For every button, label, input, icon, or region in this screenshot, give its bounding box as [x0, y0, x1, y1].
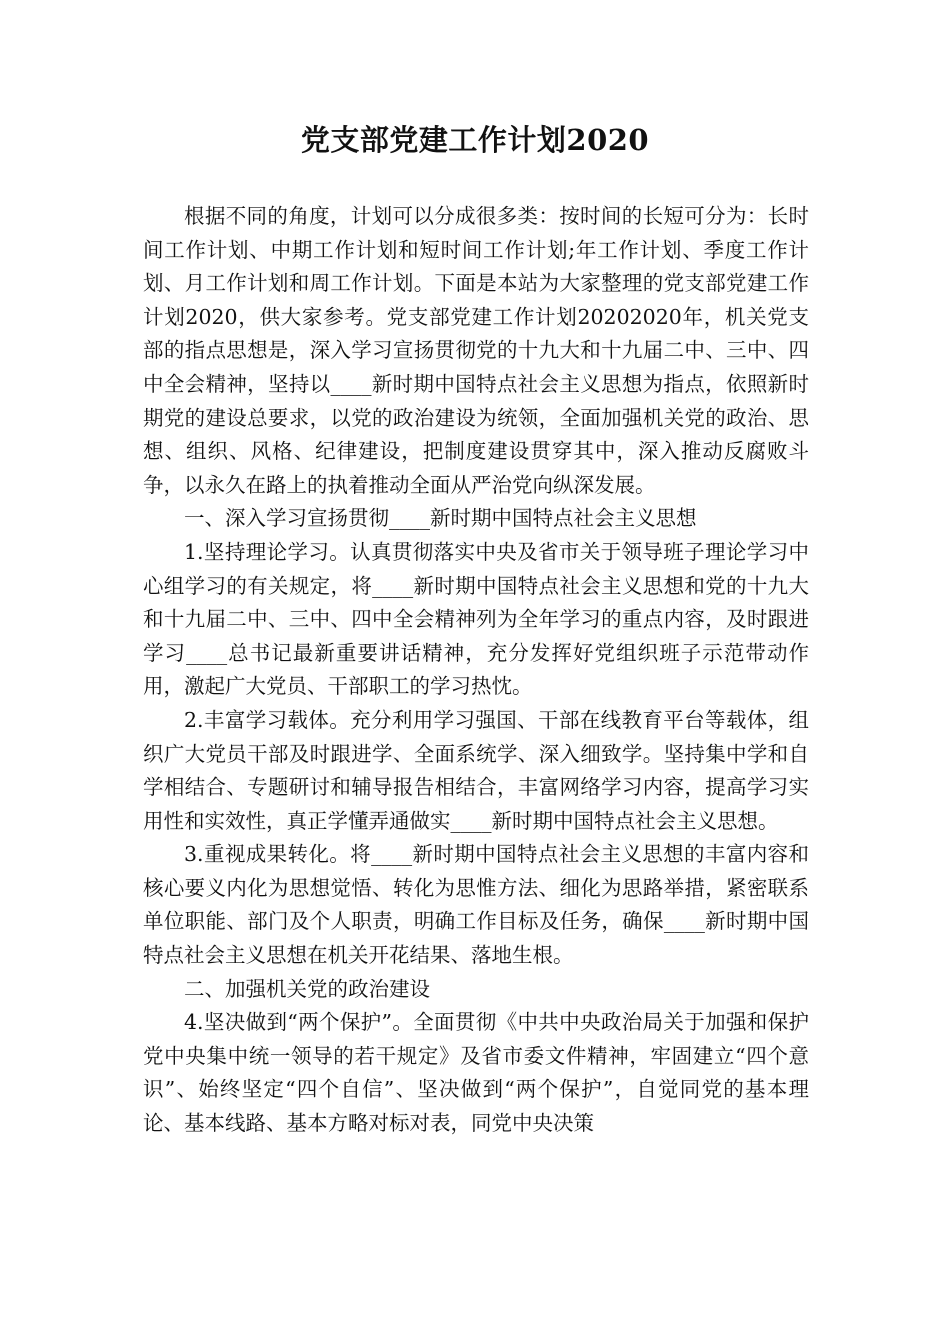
- paragraph-item-2: 2.丰富学习载体。充分利用学习强国、干部在线教育平台等载体，组织广大党员干部及时跟进学、全面系统学、深入细致学。坚持集中学和自学相结合、专题研讨和辅导报告相结合，丰富网络学习内容，提高学习实用性和实效性，真正学懂弄通做实____新时期中国特点社会主义思想。: [143, 707, 809, 833]
- paragraph-intro: 根据不同的角度，计划可以分成很多类：按时间的长短可分为：长时间工作计划、中期工作计划和短时间工作计划;年工作计划、季度工作计划、月工作计划和周工作计划。下面是本站为大家整理的党支部党建工作计划2020，供大家参考。党支部党建工作计划20202020年，机关党支部的指点思想是，深入学习宣扬贯彻党的十九大和十九届二中、三中、四中全会精神，坚持以____新时期中国特点社会主义思想为指点，依照新时期党的建设总要求，以党的政治建设为统领，全面加强机关党的政治、思想、组织、风格、纪律建设，把制度建设贯穿其中，深入推动反腐败斗争，以永久在路上的执着推动全面从严治党向纵深发展。: [143, 204, 809, 497]
- section-heading-1: 一、深入学习宣扬贯彻____新时期中国特点社会主义思想: [184, 506, 697, 531]
- document-body: [143, 200, 809, 1141]
- paragraph-item-4: 4.坚决做到“两个保护”。全面贯彻《中共中央政治局关于加强和保护党中央集中统一领导的若干规定》及省市委文件精神，牢固建立“四个意识”、始终坚定“四个自信”、坚决做到“两个保护”，自觉同党的基本理论、基本线路、基本方略对标对表，同党中央决策: [143, 1010, 809, 1136]
- paragraph-item-3: 3.重视成果转化。将____新时期中国特点社会主义思想的丰富内容和核心要义内化为思想觉悟、转化为思惟方法、细化为思路举措，紧密联系单位职能、部门及个人职责，明确工作目标及任务，确保____新时期中国特点社会主义思想在机关开花结果、落地生根。: [143, 842, 809, 968]
- paragraph-item-1: 1.坚持理论学习。认真贯彻落实中央及省市关于领导班子理论学习中心组学习的有关规定，将____新时期中国特点社会主义思想和党的十九大和十九届二中、三中、四中全会精神列为全年学习的重点内容，及时跟进学习____总书记最新重要讲话精神，充分发挥好党组织班子示范带动作用，激起广大党员、干部职工的学习热忱。: [143, 539, 809, 699]
- section-heading-2: 二、加强机关党的政治建设: [184, 976, 430, 1001]
- document-title: 党支部党建工作计划2020: [300, 123, 650, 157]
